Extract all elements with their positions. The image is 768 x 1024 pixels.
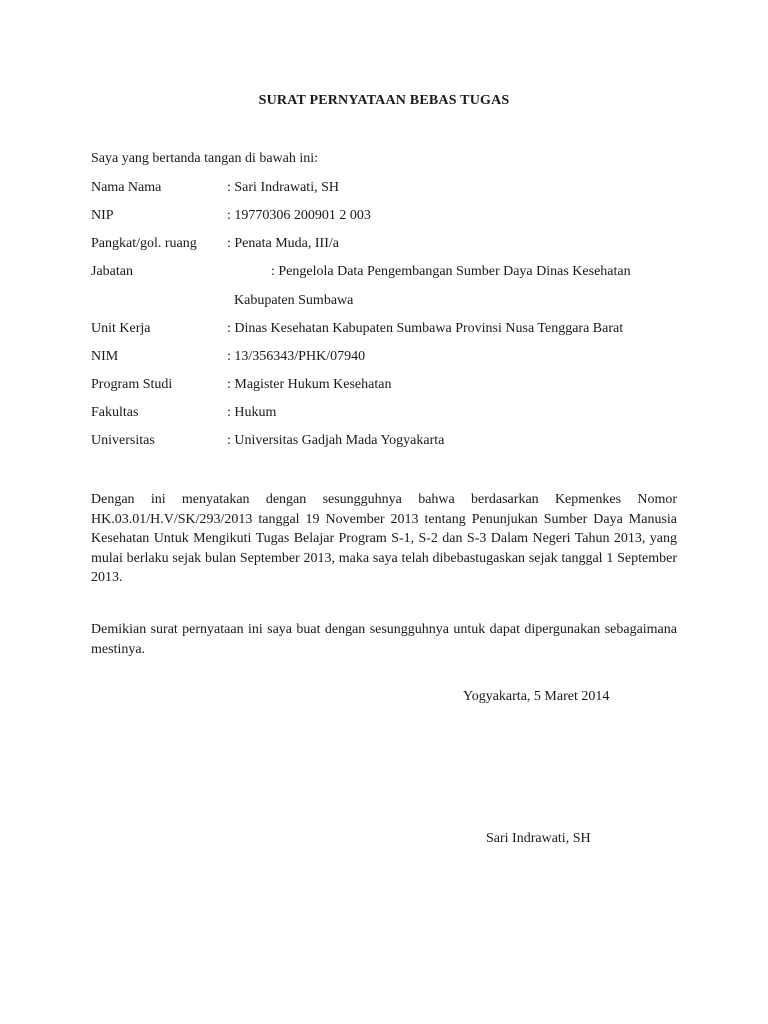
field-label: Unit Kerja [91,321,151,336]
signer-name: Sari Indrawati, SH [486,831,591,846]
field-label: Universitas [91,433,155,448]
closing-paragraph: Demikian surat pernyataan ini saya buat dengan sesungguhnya untuk dapat dipergunakan sebagaimana mestinya. [91,622,677,657]
field-value: : Pengelola Data Pengembangan Sumber Daya Dinas Kesehatan [271,264,631,279]
field-jabatan-continuation: Kabupaten Sumbawa [234,293,354,308]
field-value: : 19770306 200901 2 003 [227,208,371,223]
statement-paragraph: Dengan ini menyatakan dengan sesungguhnya bahwa berdasarkan Kepmenkes Nomor HK.03.01/H.V/SK/293/2013 tanggal 19 November 2013 tentang Penunjukan Sumber Daya Manusia Kesehatan Untuk Mengikuti Tugas Belajar Program S-1, S-2 dan S-3 Dalam Negeri Tahun 2013, yang mulai berlaku sejak bulan September 2013, maka saya telah dibebastugaskan sejak tanggal 1 September 2013. [91,492,677,585]
place-date: Yogyakarta, 5 Maret 2014 [463,689,610,704]
field-value: : Magister Hukum Kesehatan [227,377,392,392]
document-title: SURAT PERNYATAAN BEBAS TUGAS [258,93,510,108]
field-label: Fakultas [91,405,139,420]
field-label: NIM [91,349,119,364]
field-label: NIP [91,208,114,223]
field-label: Jabatan [91,264,133,279]
field-value: : Penata Muda, III/a [227,236,339,251]
field-value: : 13/356343/PHK/07940 [227,349,366,364]
field-value: : Hukum [227,405,277,420]
field-value: : Sari Indrawati, SH [227,180,339,195]
field-value: : Dinas Kesehatan Kabupaten Sumbawa Provinsi Nusa Tenggara Barat [227,321,624,336]
intro-text: Saya yang bertanda tangan di bawah ini: [91,151,319,166]
field-value: : Universitas Gadjah Mada Yogyakarta [227,433,445,448]
field-label: Program Studi [91,377,173,392]
field-label: Pangkat/gol. ruang [91,236,197,251]
field-label: Nama Nama [91,180,162,195]
